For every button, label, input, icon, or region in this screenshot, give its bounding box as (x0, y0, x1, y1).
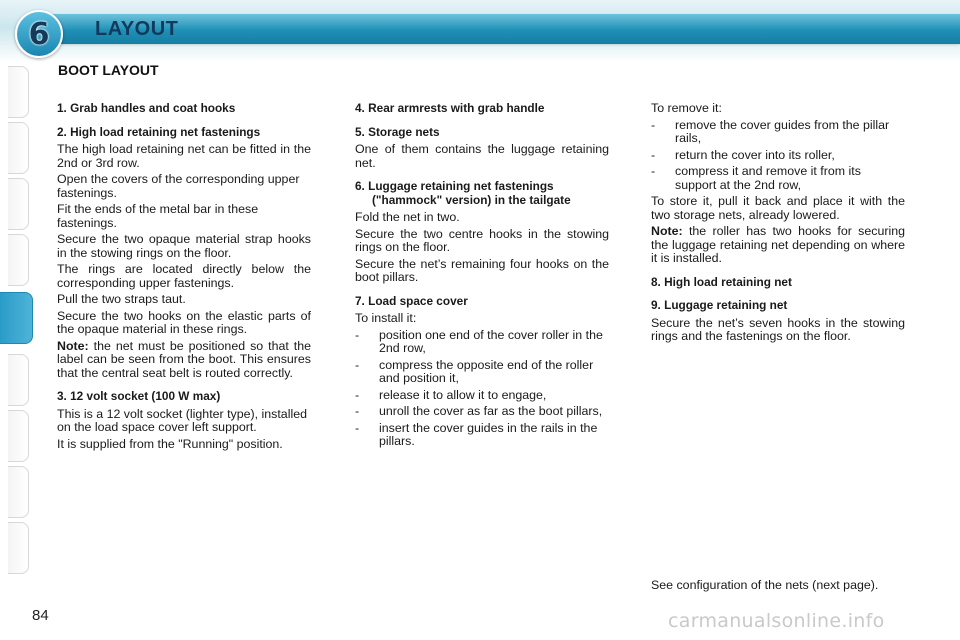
list-item-text: compress the opposite end of the roller and position it, (379, 357, 594, 385)
heading-high-load-fastenings: 2. High load retaining net fastenings (57, 124, 261, 139)
note-text: the roller has two hooks for securing the luggage retaining net depending on where it is installed. (651, 224, 905, 265)
list-item (355, 405, 609, 419)
chapter-tab[interactable] (8, 234, 29, 286)
dash-bullet: - (355, 357, 360, 372)
paragraph: This is a 12 volt socket (lighter type), installed on the load space cover left support. (57, 406, 307, 434)
column-3 (651, 102, 905, 347)
heading-storage-nets: 5. Storage nets (355, 124, 440, 139)
list-item (355, 359, 609, 386)
chapter-tab[interactable] (8, 522, 29, 574)
list-item-text: unroll the cover as far as the boot pillars, (379, 404, 603, 418)
paragraph: Secure the two opaque material strap hooks in the stowing rings on the floor. (57, 232, 311, 260)
paragraph: Open the covers of the corresponding upper fastenings. (57, 172, 300, 200)
paragraph: Fold the net in two. (355, 210, 460, 224)
note-label: Note: (651, 224, 683, 238)
list-item (651, 165, 905, 192)
install-steps (355, 329, 609, 449)
list-item (355, 389, 609, 403)
chapter-tab[interactable] (8, 122, 29, 174)
column-1 (57, 102, 311, 454)
chapter-tab[interactable] (8, 178, 29, 230)
paragraph: The high load retaining net can be fitted in the 2nd or 3rd row. (57, 142, 311, 170)
paragraph: The rings are located directly below the corresponding upper fastenings. (57, 262, 311, 290)
paragraph: Fit the ends of the metal bar in these fastenings. (57, 202, 259, 230)
dash-bullet: - (355, 387, 360, 402)
paragraph: Pull the two straps taut. (57, 292, 186, 306)
dash-bullet: - (651, 164, 656, 178)
section-title: BOOT LAYOUT (58, 62, 159, 78)
list-item-text: compress it and remove it from its support at the 2nd row, (675, 164, 861, 192)
chapter-tab[interactable] (8, 410, 29, 462)
dash-bullet: - (355, 327, 360, 342)
note-label: Note: (57, 338, 89, 353)
note (651, 225, 905, 266)
chapter-tab[interactable] (8, 466, 29, 518)
heading-grab-handles: 1. Grab handles and coat hooks (57, 101, 236, 115)
chapter-tab-strip (0, 66, 34, 576)
dash-bullet: - (651, 147, 656, 162)
list-item (651, 119, 905, 146)
paragraph: One of them contains the luggage retaining net. (355, 142, 609, 170)
chapter-badge (15, 10, 63, 58)
chapter-tab[interactable] (8, 66, 29, 118)
chapter-number: 6 (28, 16, 50, 52)
bottom-note: See configuration of the nets (next page). (651, 578, 879, 592)
list-item (355, 329, 609, 356)
list-item-text: return the cover into its roller, (675, 147, 835, 162)
chapter-tab-active[interactable] (0, 292, 33, 344)
paragraph: To store it, pull it back and place it with the two storage nets, already lowered. (651, 194, 905, 222)
chapter-tab[interactable] (8, 354, 29, 406)
heading-hammock-fastenings: 6. Luggage retaining net fastenings ("hammock" version) in the tailgate (355, 179, 571, 207)
paragraph: To install it: (355, 311, 417, 325)
note-text: the net must be positioned so that the label can be seen from the boot. This ensures that the central seat belt is routed correctly. (57, 338, 311, 380)
heading-high-load-net: 8. High load retaining net (651, 274, 792, 289)
dash-bullet: - (651, 117, 656, 132)
list-item-text: insert the cover guides in the rails in the pillars. (379, 420, 598, 448)
paragraph: It is supplied from the "Running" position. (57, 436, 283, 451)
paragraph: Secure the net’s seven hooks in the stowing rings and the fastenings on the floor. (651, 315, 905, 343)
note (57, 340, 311, 381)
list-item (651, 149, 905, 163)
list-item-text: position one end of the cover roller in the 2nd row, (379, 327, 603, 355)
heading-rear-armrests: 4. Rear armrests with grab handle (355, 101, 545, 115)
watermark: carmanualsonline.info (668, 610, 885, 632)
list-item (355, 422, 609, 449)
remove-steps (651, 119, 905, 193)
list-item-text: release it to allow it to engage, (379, 387, 547, 402)
heading-luggage-net: 9. Luggage retaining net (651, 298, 788, 312)
dash-bullet: - (355, 420, 360, 435)
list-item-text: remove the cover guides from the pillar rails, (675, 117, 890, 145)
chapter-title: LAYOUT (95, 18, 179, 40)
heading-12v-socket: 3. 12 volt socket (100 W max) (57, 389, 221, 403)
page-number: 84 (32, 607, 49, 624)
heading-load-space-cover: 7. Load space cover (355, 293, 468, 308)
paragraph: To remove it: (651, 101, 722, 115)
paragraph: Secure the two hooks on the elastic parts of the opaque material in these rings. (57, 308, 311, 336)
column-2 (355, 102, 609, 452)
dash-bullet: - (355, 404, 360, 418)
paragraph: Secure the net’s remaining four hooks on the boot pillars. (355, 256, 609, 284)
paragraph: Secure the two centre hooks in the stowing rings on the floor. (355, 226, 609, 254)
